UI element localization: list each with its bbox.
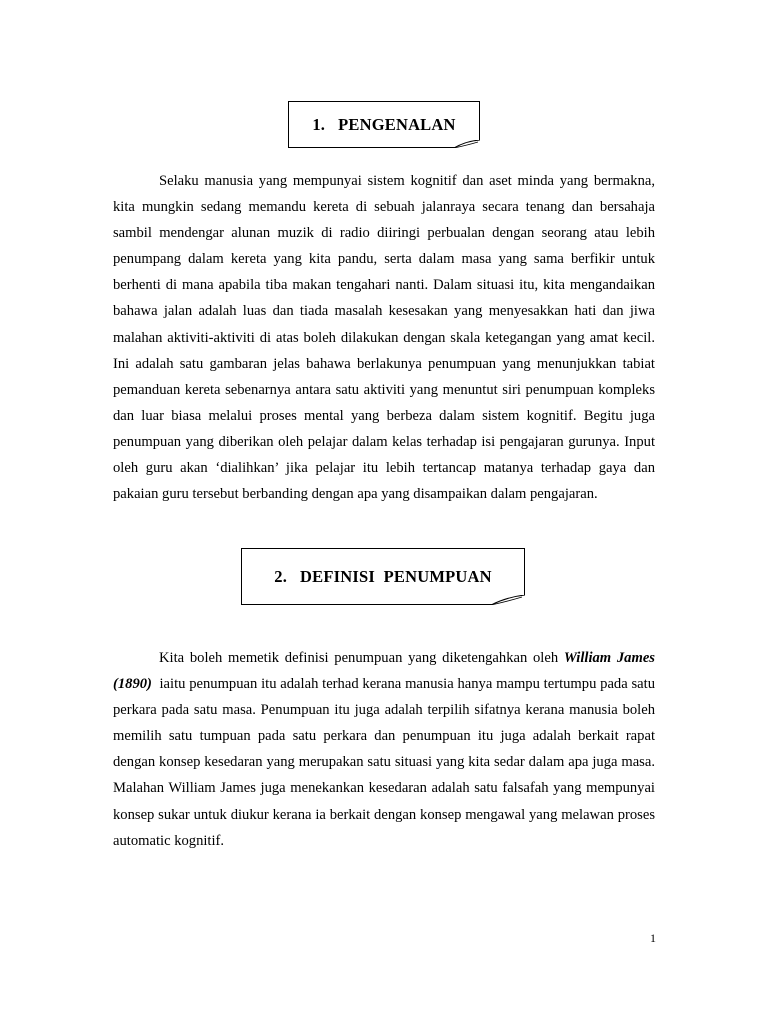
section-heading-text: 2. DEFINISI PENUMPUAN <box>274 566 492 586</box>
citation-william-james: William James (1890) <box>113 650 655 693</box>
section-heading-text: 1. PENGENALAN <box>312 114 456 134</box>
definition-paragraph <box>113 645 659 854</box>
section-heading-definisi-penumpuan <box>241 548 525 605</box>
page-number: 1 <box>650 931 656 945</box>
page-curl-icon <box>491 595 525 605</box>
section-heading-pengenalan <box>288 101 480 148</box>
intro-paragraph-text: Selaku manusia yang mempunyai sistem kognitif dan aset minda yang bermakna, kita mungkin sedang memandu kereta di sebuah jalanraya secara tenang dan bersahaja sambil mendengar alunan muzik di radio diiringi perbualan dengan seorang atau lebih penumpang dalam kereta yang kita pandu, serta dalam masa yang sama berfikir untuk berhenti di mana apabila tiba makan tengahari nanti. Dalam situasi itu, kita mengandaikan bahawa jalan adalah luas dan tiada masalah kesesakan yang menyesakkan hati dan jiwa malahan aktiviti-aktiviti di atas boleh dilakukan dengan skala ketegangan yang amat kecil. Ini adalah satu gambaran jelas bahawa berlakunya penumpuan yang menunjukkan tabiat pemanduan kereta sebenarnya antara satu aktiviti yang menuntut siri penumpuan kompleks dan luar biasa melalui proses mental yang berbeza dalam sistem kognitif. Begitu juga penumpuan yang diberikan oleh pelajar dalam kelas terhadap isi pengajaran gurunya. Input oleh guru akan ‘dialihkan’ jika pelajar itu lebih tertancap matanya terhadap gaya dan pakaian guru tersebut berbanding dengan apa yang disampaikan dalam pengajaran. <box>113 173 655 503</box>
definition-paragraph-text-before: Kita boleh memetik definisi penumpuan yang diketengahkan oleh <box>159 650 564 666</box>
intro-paragraph <box>113 168 655 507</box>
page-curl-icon <box>454 140 480 148</box>
definition-paragraph-text-after: iaitu penumpuan itu adalah terhad kerana manusia hanya mampu tertumpu pada satu perkara pada satu masa. Penumpuan itu juga adalah terpilih sifatnya kerana manusia boleh memilih satu tumpuan pada satu perkara dan penumpuan itu juga adalah berkait rapat dengan konsep kesedaran yang merupakan satu situasi yang kita sedar dalam apa juga masa. Malahan William James juga menekankan kesedaran adalah satu falsafah yang mempunyai konsep sukar untuk diukur kerana ia berkait dengan konsep mengawal yang melawan proses automatic kognitif. <box>113 676 659 849</box>
